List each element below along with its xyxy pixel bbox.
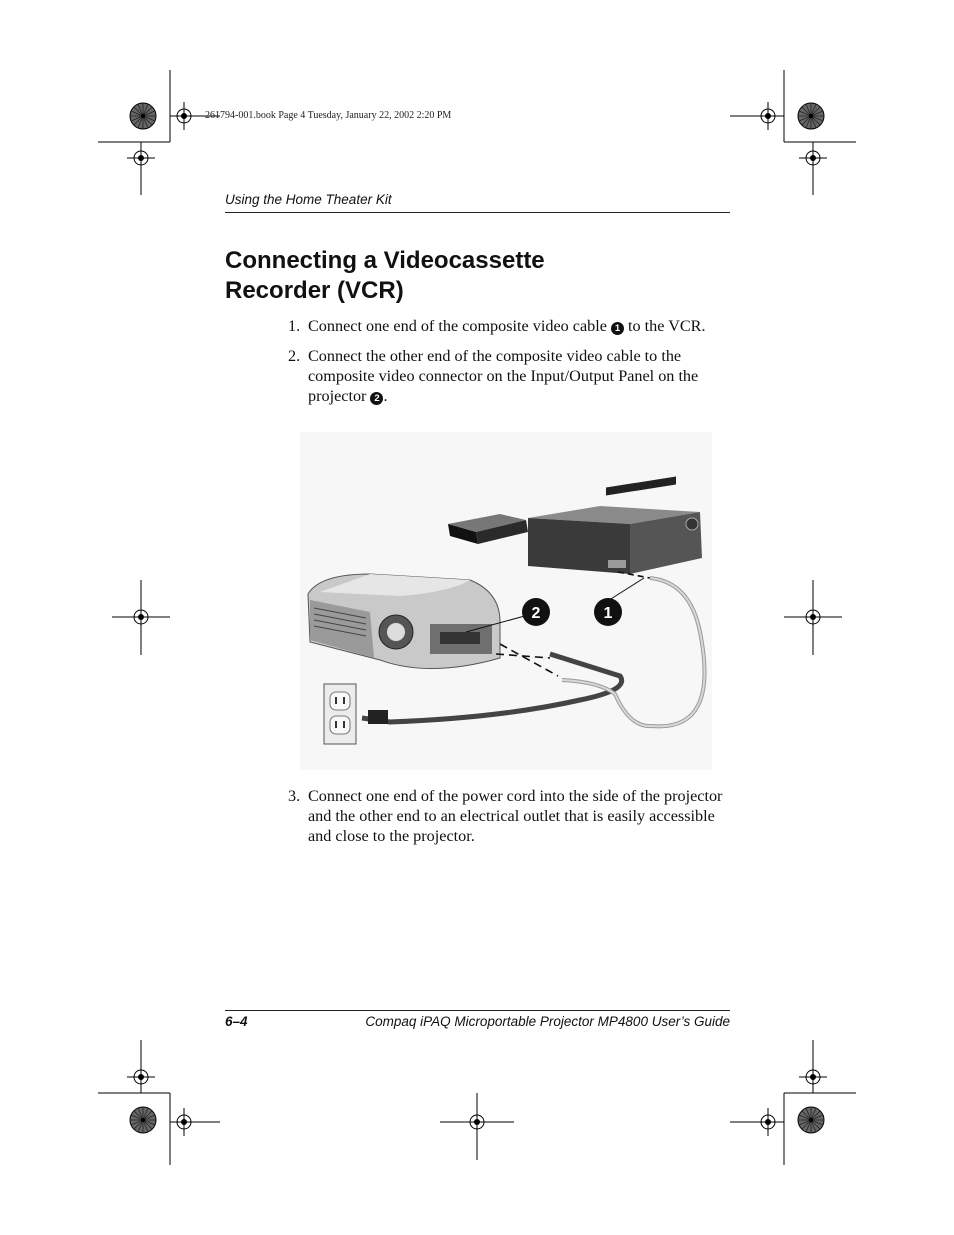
step-text: Connect one end of the composite video cable — [308, 317, 607, 335]
section-title — [225, 246, 545, 306]
step-3-container — [288, 786, 733, 856]
section-title-line-1: Connecting a Videocassette — [225, 247, 545, 274]
step-text-tail: . — [383, 387, 388, 405]
step-text: Connect the other end of the composite video cable to the composite video connector on the Input/Output Panel on the projector — [308, 347, 699, 405]
vcr-connection-illustration — [300, 432, 712, 770]
running-header: Using the Home Theater Kit — [225, 192, 392, 207]
figure-callout-2-label: 2 — [531, 605, 541, 622]
step-2 — [288, 346, 733, 406]
callout-2-icon: 2 — [370, 392, 383, 405]
wall-outlet-icon — [324, 684, 356, 744]
figure-callout-1-label: 1 — [603, 605, 613, 622]
step-3 — [288, 786, 733, 846]
step-number: 3. — [288, 787, 301, 805]
figure-callout-2 — [522, 598, 550, 626]
callout-1-icon: 1 — [611, 322, 624, 335]
footer-book-title: Compaq iPAQ Microportable Projector MP4800 User’s Guide — [365, 1014, 730, 1029]
footer-rule — [225, 1010, 730, 1011]
step-number: 2. — [288, 347, 301, 365]
step-number: 1. — [288, 317, 301, 335]
step-1 — [288, 316, 733, 336]
steps-list — [288, 316, 733, 416]
figure-callout-1 — [594, 598, 622, 626]
page-number: 6–4 — [225, 1014, 248, 1029]
step-text-tail: to the VCR. — [628, 317, 706, 335]
step-text: Connect one end of the power cord into the side of the projector and the other end to an electrical outlet that is easily accessible and close to the projector. — [308, 787, 723, 845]
header-rule — [225, 212, 730, 213]
print-slug-line: 261794-001.book Page 4 Tuesday, January 22, 2002 2:20 PM — [205, 110, 452, 121]
section-title-line-2: Recorder (VCR) — [225, 277, 404, 304]
